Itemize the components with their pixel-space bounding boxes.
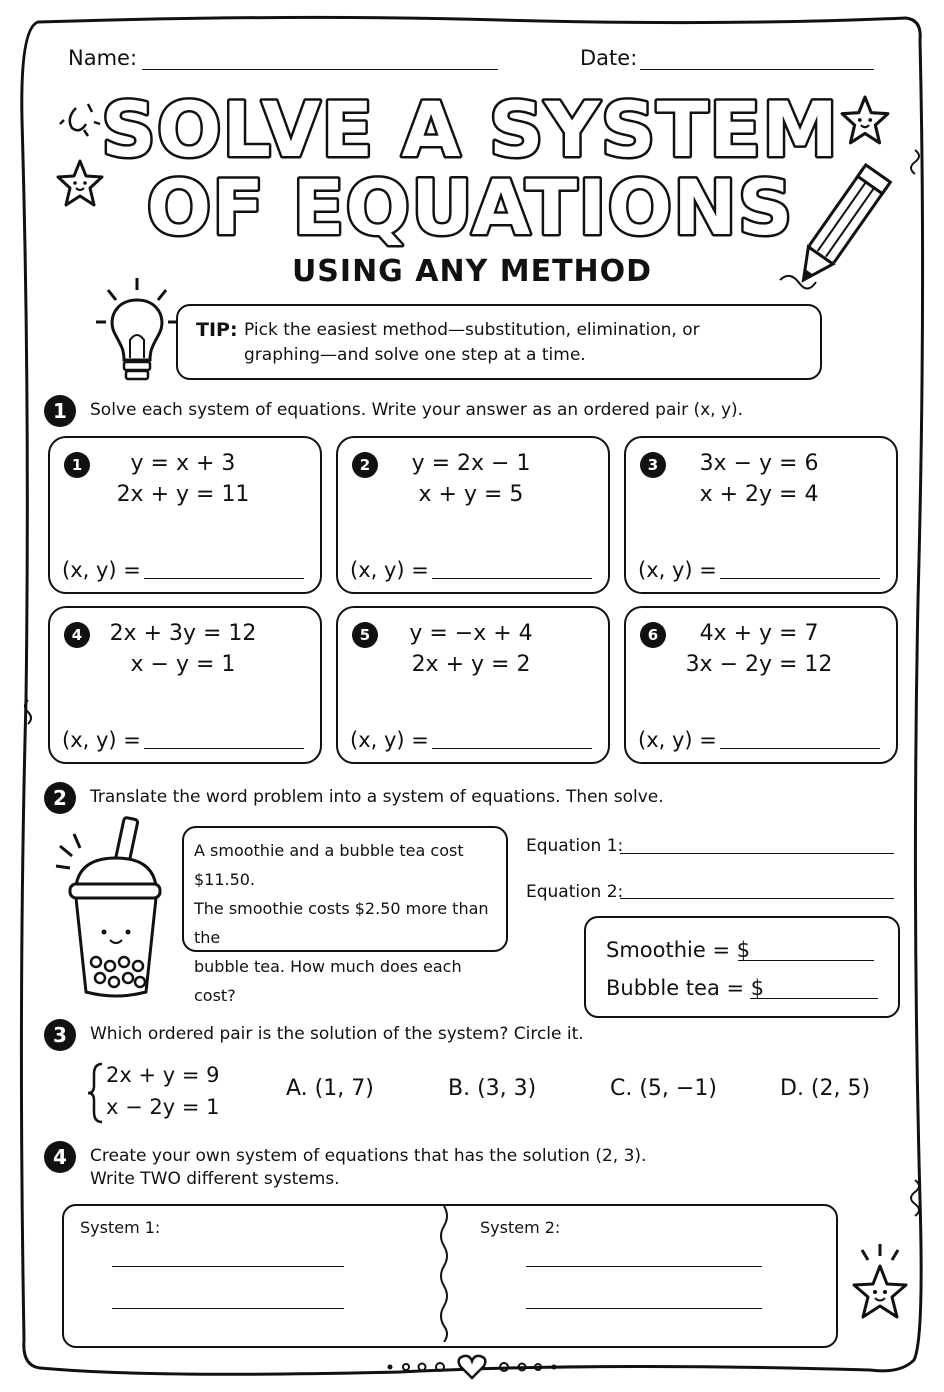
date-label: Date:	[580, 46, 638, 70]
answer-line[interactable]	[432, 748, 592, 749]
answer-label: (x, y) =	[638, 558, 717, 582]
tip-line2: graphing—and solve one step at a time.	[244, 345, 586, 365]
answer-line[interactable]	[720, 578, 880, 579]
subtitle: USING ANY METHOD	[291, 254, 653, 289]
name-label: Name:	[68, 46, 138, 70]
word-problem-box	[182, 826, 508, 1005]
answer-line[interactable]	[720, 748, 880, 749]
equation-1: y = x + 3	[130, 451, 236, 476]
choice-a[interactable]: A. (1, 7)	[286, 1076, 374, 1101]
answer-box	[584, 916, 900, 1018]
equation-2: 2x + y = 2	[411, 652, 531, 677]
bubble-tea-answer-line[interactable]	[750, 998, 878, 999]
tip-line1: Pick the easiest method—substitution, elimination, or	[244, 320, 700, 340]
section-number: 4	[44, 1141, 76, 1173]
smoothie-label: Smoothie = $	[606, 938, 751, 962]
system1-label: System 1:	[80, 1218, 161, 1237]
answer-line[interactable]	[432, 578, 592, 579]
divider	[434, 1206, 454, 1342]
section3-instruction: Which ordered pair is the solution of the system? Circle it.	[90, 1024, 584, 1044]
answer-label: (x, y) =	[62, 728, 141, 752]
section1-instruction: Solve each system of equations. Write your answer as an ordered pair (x, y).	[90, 400, 744, 420]
equation-2: 2x + y = 11	[116, 482, 250, 507]
equation-1: y = 2x − 1	[411, 451, 531, 476]
answer-line[interactable]	[144, 748, 304, 749]
pencil-icon	[770, 160, 900, 310]
star-icon	[838, 94, 892, 148]
section-number: 2	[44, 782, 76, 814]
equation-2: x − y = 1	[130, 652, 236, 677]
system1-line-2[interactable]	[112, 1308, 344, 1309]
choice-b[interactable]: B. (3, 3)	[448, 1076, 537, 1101]
section2-instruction: Translate the word problem into a system of equations. Then solve.	[90, 787, 664, 807]
system-equation-1: 2x + y = 9	[106, 1063, 220, 1087]
bubble-tea-icon	[52, 816, 162, 1002]
star-icon	[842, 1240, 918, 1336]
section-number: 1	[44, 395, 76, 427]
answer-label: (x, y) =	[638, 728, 717, 752]
answer-label: (x, y) =	[62, 558, 141, 582]
section4-instruction-line2: Write TWO different systems.	[90, 1169, 340, 1189]
section4-instruction-line1: Create your own system of equations that has the solution (2, 3).	[90, 1146, 647, 1166]
problem-card	[48, 436, 322, 594]
word-problem-line: The smoothie costs $2.50 more than the	[194, 899, 489, 947]
answer-label: (x, y) =	[350, 558, 429, 582]
star-icon	[54, 158, 106, 210]
problem-number: 4	[64, 622, 90, 648]
footer-ornament	[380, 1352, 564, 1382]
date-line[interactable]	[640, 69, 874, 70]
problem-card	[336, 606, 610, 764]
equation2-label: Equation 2:	[526, 882, 624, 902]
equation-2: x + y = 5	[418, 482, 524, 507]
title-line2: OF EQUATIONS	[146, 163, 794, 248]
answer-label: (x, y) =	[350, 728, 429, 752]
system-equation-2: x − 2y = 1	[106, 1095, 220, 1119]
problem-card	[624, 606, 898, 764]
name-line[interactable]	[142, 69, 498, 70]
equation1-label: Equation 1:	[526, 836, 624, 856]
equation-2: 3x − 2y = 12	[685, 652, 833, 677]
problem-card	[336, 436, 610, 594]
system2-label: System 2:	[480, 1218, 561, 1237]
problem-number: 2	[352, 452, 378, 478]
sparkle-icon	[58, 100, 104, 140]
problem-card	[624, 436, 898, 594]
equation-1: 2x + 3y = 12	[109, 621, 257, 646]
answer-line[interactable]	[144, 578, 304, 579]
problem-number: 3	[640, 452, 666, 478]
smoothie-answer-line[interactable]	[738, 960, 874, 961]
problem-number: 1	[64, 452, 90, 478]
choice-c[interactable]: C. (5, −1)	[610, 1076, 717, 1101]
equation-1: 3x − y = 6	[699, 451, 819, 476]
word-problem-line: A smoothie and a bubble tea cost $11.50.	[194, 841, 464, 889]
problem-card	[48, 606, 322, 764]
page-title	[100, 88, 840, 248]
section-number: 3	[44, 1019, 76, 1051]
lightbulb-icon	[92, 274, 182, 390]
problem-number: 6	[640, 622, 666, 648]
system1-line-1[interactable]	[112, 1266, 344, 1267]
system2-line-2[interactable]	[526, 1308, 762, 1309]
equation-2: x + 2y = 4	[699, 482, 819, 507]
system2-line-1[interactable]	[526, 1266, 762, 1267]
bubble-tea-label: Bubble tea = $	[606, 976, 765, 1000]
equation-1: 4x + y = 7	[699, 621, 819, 646]
word-problem-line: bubble tea. How much does each cost?	[194, 957, 462, 1005]
heart-icon	[459, 1356, 486, 1378]
brace-icon	[86, 1062, 106, 1124]
equation2-line[interactable]	[620, 898, 894, 899]
tip-label: TIP:	[196, 319, 238, 341]
problem-number: 5	[352, 622, 378, 648]
choice-d[interactable]: D. (2, 5)	[780, 1076, 871, 1101]
title-line1: SOLVE A SYSTEM	[101, 88, 839, 174]
equation1-line[interactable]	[620, 853, 894, 854]
equation-1: y = −x + 4	[409, 621, 533, 646]
